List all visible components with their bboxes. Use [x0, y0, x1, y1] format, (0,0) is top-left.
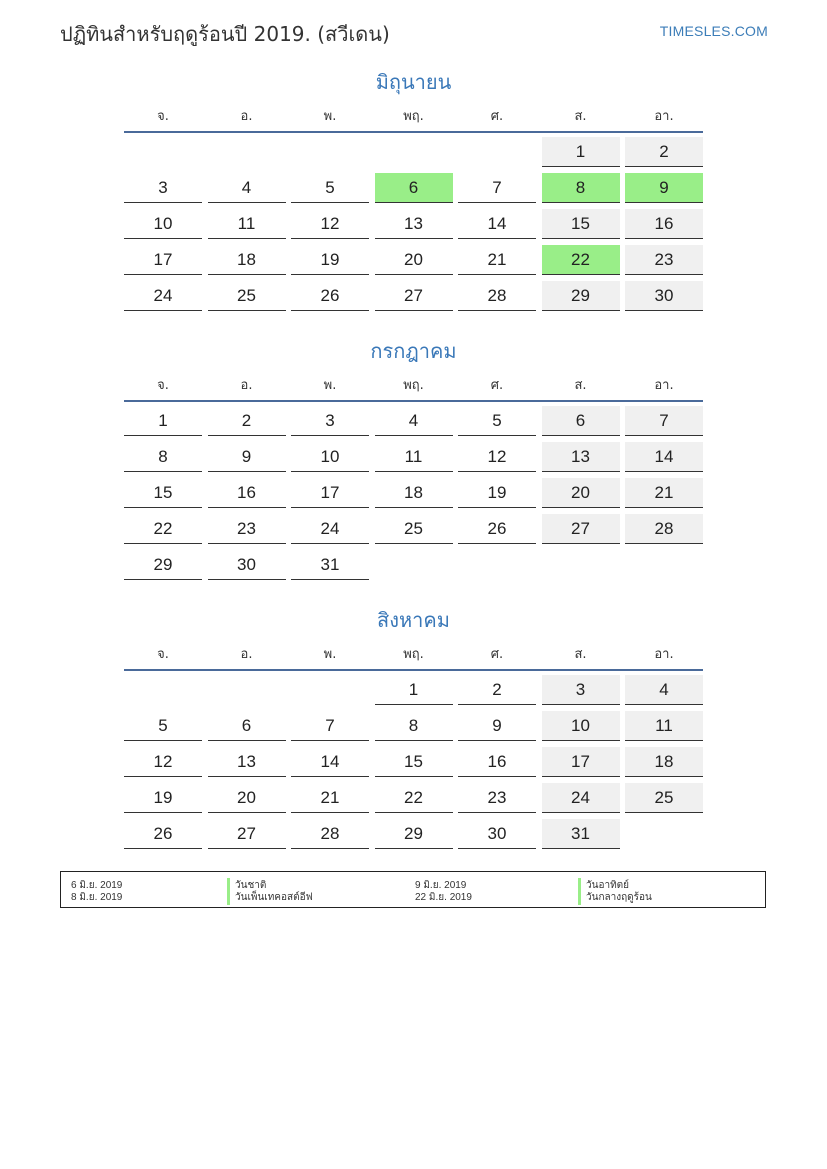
- day-cell[interactable]: 29: [542, 281, 620, 311]
- day-cell[interactable]: 26: [291, 281, 369, 311]
- weekday-header-row: [124, 374, 703, 398]
- day-cell[interactable]: 7: [291, 711, 369, 741]
- weekday-label: จ.: [157, 109, 169, 124]
- weekday-label: พ.: [323, 378, 337, 393]
- empty-cell: [458, 137, 536, 167]
- holiday-legend: [60, 871, 766, 908]
- day-cell[interactable]: 2: [458, 675, 536, 705]
- holiday-day-cell[interactable]: 6: [375, 173, 453, 203]
- weekday-label: ศ.: [490, 647, 504, 662]
- legend-holiday-name: วันอาทิตย์: [578, 878, 629, 893]
- weekday-label: ส.: [574, 378, 587, 393]
- day-cell[interactable]: 18: [208, 245, 286, 275]
- day-cell[interactable]: 21: [458, 245, 536, 275]
- day-cell[interactable]: 3: [291, 406, 369, 436]
- day-cell[interactable]: 3: [542, 675, 620, 705]
- weekday-label: พฤ.: [403, 647, 424, 662]
- day-cell[interactable]: 28: [458, 281, 536, 311]
- day-cell[interactable]: 29: [375, 819, 453, 849]
- day-cell[interactable]: 1: [375, 675, 453, 705]
- day-cell[interactable]: 17: [291, 478, 369, 508]
- day-cell[interactable]: 21: [625, 478, 703, 508]
- day-cell[interactable]: 14: [291, 747, 369, 777]
- month-june: [124, 67, 703, 317]
- day-cell[interactable]: 8: [124, 442, 202, 472]
- day-cell[interactable]: 24: [542, 783, 620, 813]
- legend-date: 8 มิ.ย. 2019: [71, 892, 123, 903]
- legend-date: 6 มิ.ย. 2019: [71, 880, 123, 891]
- day-cell[interactable]: 16: [458, 747, 536, 777]
- day-cell[interactable]: 9: [208, 442, 286, 472]
- day-cell[interactable]: 12: [124, 747, 202, 777]
- weekday-label: อ.: [240, 647, 253, 662]
- day-cell[interactable]: 6: [542, 406, 620, 436]
- day-cell[interactable]: 12: [291, 209, 369, 239]
- day-cell[interactable]: 14: [625, 442, 703, 472]
- day-cell[interactable]: 1: [542, 137, 620, 167]
- weekday-header-row: [124, 105, 703, 129]
- day-cell[interactable]: 13: [542, 442, 620, 472]
- day-cell[interactable]: 19: [124, 783, 202, 813]
- day-cell[interactable]: 30: [458, 819, 536, 849]
- weekday-label: อา.: [654, 109, 674, 124]
- day-cell[interactable]: 20: [375, 245, 453, 275]
- day-cell[interactable]: 20: [208, 783, 286, 813]
- day-cell[interactable]: 16: [208, 478, 286, 508]
- day-cell[interactable]: 4: [208, 173, 286, 203]
- weekday-label: อา.: [654, 647, 674, 662]
- empty-cell: [208, 675, 286, 705]
- day-cell[interactable]: 28: [291, 819, 369, 849]
- day-cell[interactable]: 25: [375, 514, 453, 544]
- day-cell[interactable]: 10: [291, 442, 369, 472]
- day-cell[interactable]: 31: [542, 819, 620, 849]
- day-cell[interactable]: 15: [542, 209, 620, 239]
- day-cell[interactable]: 5: [124, 711, 202, 741]
- weekday-label: อ.: [240, 378, 253, 393]
- weekday-label: อ.: [240, 109, 253, 124]
- empty-cell: [124, 137, 202, 167]
- weekday-label: ส.: [574, 647, 587, 662]
- weekday-label: พ.: [323, 647, 337, 662]
- weekday-header-row: [124, 643, 703, 667]
- day-cell[interactable]: 22: [124, 514, 202, 544]
- empty-cell: [291, 675, 369, 705]
- day-cell[interactable]: 10: [542, 711, 620, 741]
- day-cell[interactable]: 26: [124, 819, 202, 849]
- weekday-label: พ.: [323, 109, 337, 124]
- day-cell[interactable]: 11: [375, 442, 453, 472]
- brand-link[interactable]: TIMESLES.COM: [659, 23, 768, 39]
- day-cell[interactable]: 23: [458, 783, 536, 813]
- month-august: [124, 605, 703, 855]
- day-cell[interactable]: 30: [625, 281, 703, 311]
- holiday-day-cell[interactable]: 9: [625, 173, 703, 203]
- day-cell[interactable]: 14: [458, 209, 536, 239]
- day-cell[interactable]: 26: [458, 514, 536, 544]
- day-cell[interactable]: 18: [375, 478, 453, 508]
- month-name: สิงหาคม: [377, 608, 450, 632]
- weekday-label: ศ.: [490, 378, 504, 393]
- day-cell[interactable]: 20: [542, 478, 620, 508]
- day-cell[interactable]: 25: [208, 281, 286, 311]
- day-cell[interactable]: 13: [375, 209, 453, 239]
- page-title: ปฏิทินสำหรับฤดูร้อนปี 2019. (สวีเดน): [60, 22, 390, 46]
- day-cell[interactable]: 4: [375, 406, 453, 436]
- day-cell[interactable]: 7: [625, 406, 703, 436]
- weekday-label: จ.: [157, 647, 169, 662]
- day-cell[interactable]: 16: [625, 209, 703, 239]
- day-cell[interactable]: 27: [542, 514, 620, 544]
- empty-cell: [375, 137, 453, 167]
- header-divider: [124, 400, 703, 402]
- day-cell[interactable]: 11: [208, 209, 286, 239]
- holiday-day-cell[interactable]: 22: [542, 245, 620, 275]
- weekday-label: พฤ.: [403, 378, 424, 393]
- day-cell[interactable]: 3: [124, 173, 202, 203]
- header-divider: [124, 669, 703, 671]
- weekday-label: พฤ.: [403, 109, 424, 124]
- day-grid: [124, 137, 703, 317]
- day-cell[interactable]: 10: [124, 209, 202, 239]
- legend-holiday-name: วันชาติ: [227, 878, 266, 893]
- weekday-label: ส.: [574, 109, 587, 124]
- day-cell[interactable]: 9: [458, 711, 536, 741]
- day-cell[interactable]: 11: [625, 711, 703, 741]
- weekday-label: ศ.: [490, 109, 504, 124]
- day-cell[interactable]: 5: [291, 173, 369, 203]
- day-cell[interactable]: 23: [208, 514, 286, 544]
- header-divider: [124, 131, 703, 133]
- empty-cell: [124, 675, 202, 705]
- day-cell[interactable]: 19: [291, 245, 369, 275]
- day-cell[interactable]: 15: [375, 747, 453, 777]
- day-cell[interactable]: 28: [625, 514, 703, 544]
- legend-date: 9 มิ.ย. 2019: [415, 880, 467, 891]
- day-cell[interactable]: 22: [375, 783, 453, 813]
- day-grid: [124, 406, 703, 586]
- day-cell[interactable]: 4: [625, 675, 703, 705]
- day-cell[interactable]: 15: [124, 478, 202, 508]
- day-cell[interactable]: 18: [625, 747, 703, 777]
- day-cell[interactable]: 25: [625, 783, 703, 813]
- day-cell[interactable]: 30: [208, 550, 286, 580]
- day-cell[interactable]: 6: [208, 711, 286, 741]
- day-cell[interactable]: 24: [291, 514, 369, 544]
- day-cell[interactable]: 27: [208, 819, 286, 849]
- day-grid: [124, 675, 703, 855]
- day-cell[interactable]: 21: [291, 783, 369, 813]
- empty-cell: [291, 137, 369, 167]
- weekday-label: จ.: [157, 378, 169, 393]
- empty-cell: [208, 137, 286, 167]
- day-cell[interactable]: 23: [625, 245, 703, 275]
- day-cell[interactable]: 2: [208, 406, 286, 436]
- legend-date: 22 มิ.ย. 2019: [415, 892, 472, 903]
- day-cell[interactable]: 2: [625, 137, 703, 167]
- legend-holiday-name: วันเพ็นเทคอสต์อีฟ: [227, 890, 313, 905]
- legend-holiday-name: วันกลางฤดูร้อน: [578, 890, 652, 905]
- weekday-label: อา.: [654, 378, 674, 393]
- day-cell[interactable]: 17: [124, 245, 202, 275]
- day-cell[interactable]: 19: [458, 478, 536, 508]
- month-name: กรกฎาคม: [370, 339, 457, 363]
- day-cell[interactable]: 29: [124, 550, 202, 580]
- day-cell[interactable]: 31: [291, 550, 369, 580]
- day-cell[interactable]: 7: [458, 173, 536, 203]
- day-cell[interactable]: 24: [124, 281, 202, 311]
- day-cell[interactable]: 5: [458, 406, 536, 436]
- holiday-day-cell[interactable]: 8: [542, 173, 620, 203]
- month-july: [124, 336, 703, 586]
- day-cell[interactable]: 13: [208, 747, 286, 777]
- day-cell[interactable]: 1: [124, 406, 202, 436]
- day-cell[interactable]: 8: [375, 711, 453, 741]
- day-cell[interactable]: 12: [458, 442, 536, 472]
- month-name: มิถุนายน: [375, 70, 452, 94]
- day-cell[interactable]: 27: [375, 281, 453, 311]
- day-cell[interactable]: 17: [542, 747, 620, 777]
